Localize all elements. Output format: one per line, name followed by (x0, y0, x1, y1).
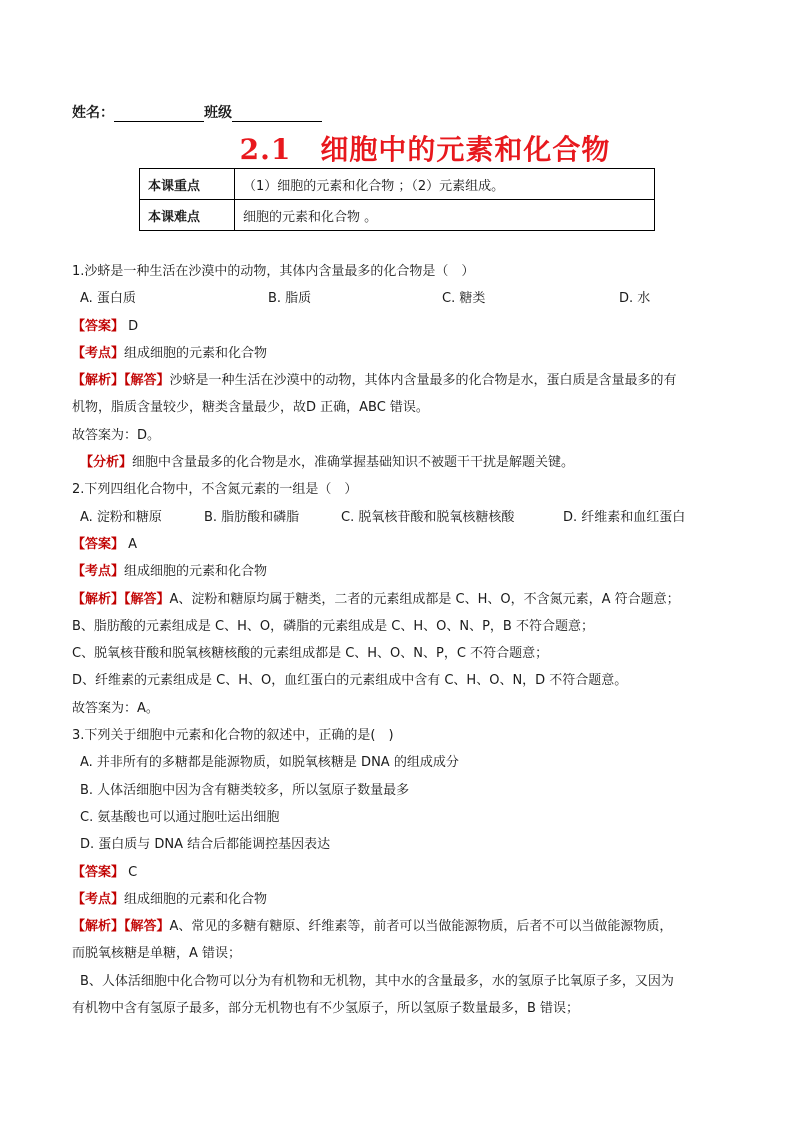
class-label: 班级 (204, 105, 232, 121)
q3-analysis-1 (72, 913, 728, 940)
page-title: 2.1 细胞中的元素和化合物 (239, 133, 611, 166)
q2-option-d: D. 纤维素和血红蛋白 (563, 509, 686, 525)
q1-stem: 1.沙蛴是一种生活在沙漠中的动物，其体内含量最多的化合物是（ ） (72, 264, 475, 279)
q2-answer (72, 531, 728, 558)
q1-analysis-1 (72, 367, 728, 394)
q1-analysis-2: 机物，脂质含量较少，糖类含量最少，故D 正确，ABC 错误。 (72, 400, 429, 416)
key-row-difficulty (140, 200, 655, 231)
fenxi-text: 细胞中含量最多的化合物是水，准确掌握基础知识不被题干干扰是解题关键。 (132, 455, 575, 471)
key-label: 本课重点 (140, 169, 235, 200)
q3-option-c: C. 氨基酸也可以通过胞吐运出细胞 (80, 809, 280, 825)
q2-analysis-4: D、纤维素的元素组成是 C、H、O，血红蛋白的元素组成中含有 C、H、O、N，D 不符合题意。 (72, 673, 628, 689)
q1-option-a: A. 蛋白质 (80, 291, 136, 307)
q1-fenxi (72, 449, 728, 476)
q2-analysis-2: B、脂肪酸的元素组成是 C、H、O，磷脂的元素组成是 C、H、O、N、P，B 不符合题意； (72, 618, 594, 634)
q3-analysis-3: B、人体活细胞中化合物可以分为有机物和无机物，其中水的含量最多，水的氢原子比氧原子多，又因为 (80, 973, 674, 989)
q2-option-c: C. 脱氧核苷酸和脱氧核糖核酸 (341, 509, 515, 525)
answer-tag: 【答案】 (72, 318, 125, 334)
q1-option-c: C. 糖类 (442, 291, 486, 307)
q3-analysis-2: 而脱氧核糖是单糖，A 错误； (72, 946, 242, 962)
point-tag: 【考点】 (72, 891, 125, 907)
analysis-text: A、常见的多糖有糖原、纤维素等，前者可以当做能源物质，后者不可以当做能源物质， (169, 919, 673, 935)
analysis-tag: 【解析】【解答】 (72, 591, 170, 607)
fenxi-tag: 【分析】 (80, 455, 133, 471)
analysis-tag: 【解析】【解答】 (72, 373, 170, 389)
q1-answer (72, 313, 728, 340)
student-info-line (72, 102, 322, 122)
key-label: 本课难点 (140, 200, 235, 231)
name-blank[interactable] (114, 107, 204, 122)
analysis-text: A、淀粉和糖原均属于糖类，二者的元素组成都是 C、H、O，不含氮元素，A 符合题意； (169, 591, 680, 607)
point-value: 组成细胞的元素和化合物 (124, 345, 268, 361)
q2-stem: 2.下列四组化合物中，不含氮元素的一组是（ ） (72, 482, 358, 498)
analysis-tag: 【解析】【解答】 (72, 919, 170, 935)
q3-point (72, 886, 728, 913)
q2-analysis-1 (72, 586, 728, 613)
key-row-focus (140, 169, 655, 200)
q2-options (72, 504, 728, 531)
q1-option-d: D. 水 (619, 291, 651, 307)
key-value: （1）细胞的元素和化合物 ；（2）元素组成。 (235, 169, 655, 200)
q3-analysis-4: 有机物中含有氢原子最多，部分无机物也有不少氢原子，所以氢原子数量最多，B 错误； (72, 1001, 580, 1017)
q3-stem: 3.下列关于细胞中元素和化合物的叙述中，正确的是( ) (72, 728, 394, 744)
point-tag: 【考点】 (72, 345, 125, 361)
q3-answer (72, 859, 728, 886)
q1-option-b: B. 脂质 (268, 291, 312, 307)
q2-option-a: A. 淀粉和糖原 (80, 509, 162, 525)
class-blank[interactable] (232, 107, 322, 122)
point-value: 组成细胞的元素和化合物 (124, 891, 268, 907)
answer-value: A (128, 536, 138, 552)
analysis-text: 沙蛴是一种生活在沙漠中的动物，其体内含量最多的化合物是水，蛋白质是含量最多的有 (169, 373, 677, 389)
question-content (72, 258, 728, 1022)
point-tag: 【考点】 (72, 564, 125, 580)
q3-option-d: D. 蛋白质与 DNA 结合后都能调控基因表达 (80, 837, 331, 853)
name-label: 姓名： (72, 105, 114, 121)
q2-point (72, 558, 728, 585)
answer-tag: 【答案】 (72, 864, 125, 880)
q1-point (72, 340, 728, 367)
key-points-table (139, 168, 655, 231)
key-value: 细胞的元素和化合物 。 (235, 200, 655, 231)
answer-value: D (128, 318, 139, 334)
answer-tag: 【答案】 (72, 536, 125, 552)
q3-option-a: A. 并非所有的多糖都是能源物质，如脱氧核糖是 DNA 的组成成分 (80, 755, 459, 771)
point-value: 组成细胞的元素和化合物 (124, 564, 268, 580)
q2-option-b: B. 脂肪酸和磷脂 (204, 509, 300, 525)
answer-value: C (128, 864, 138, 880)
q1-conclusion: 故答案为：D。 (72, 427, 161, 443)
q1-options (72, 285, 728, 312)
q3-option-b: B. 人体活细胞中因为含有糖类较多，所以氢原子数量最多 (80, 782, 410, 798)
q2-analysis-3: C、脱氧核苷酸和脱氧核糖核酸的元素组成都是 C、H、O、N、P，C 不符合题意； (72, 646, 549, 662)
q2-conclusion: 故答案为：A。 (72, 700, 159, 716)
